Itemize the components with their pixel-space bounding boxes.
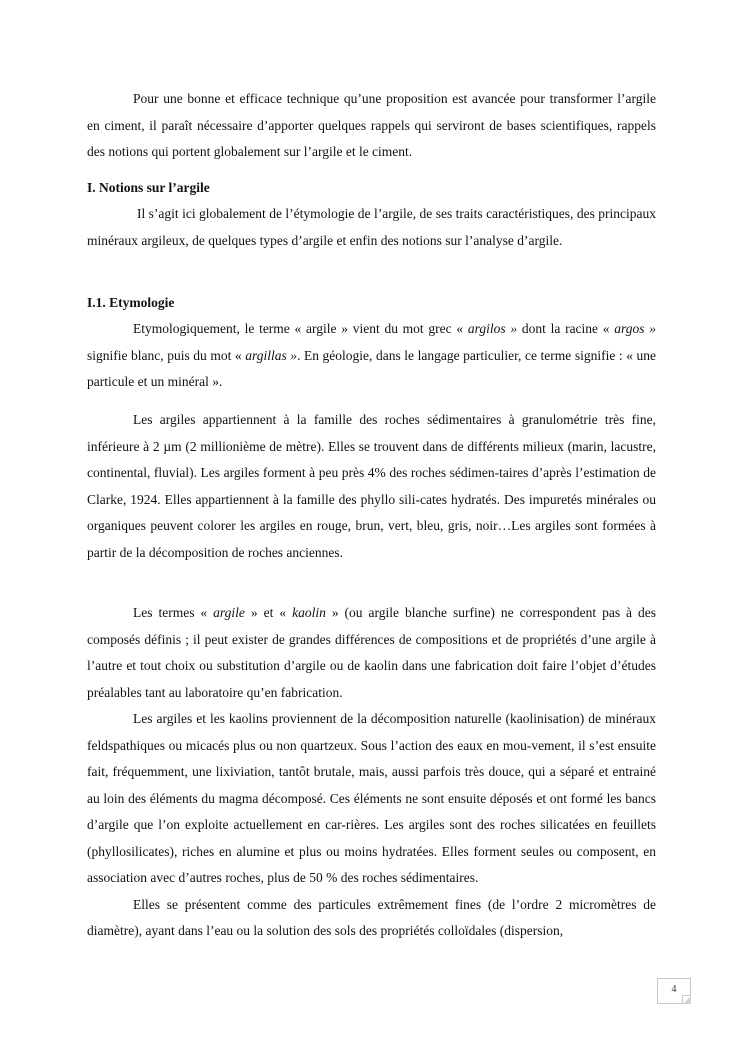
intro-block xyxy=(87,86,656,166)
paragraph-3-block xyxy=(87,600,656,945)
page-fold-icon xyxy=(682,995,691,1004)
origin-paragraph: Les argiles et les kaolins proviennent de la décomposition naturelle (kaolinisation) de minéraux feldspathiques ou micacés plus ou non quartzeux. Sous l’action des eaux en mou-vement, il s’est ensuite fait, fréquemment, une lixiviation, tantôt brutale, mais, aussi parfois très douce, qui a séparé et entrainé au loin des éléments du magma décomposé. Ces éléments ne sont ensuite déposés et ont formé les bancs d’argile que l’on exploite actuellement en car-rières. Les argiles sont des roches silicatées en feuillets (phyllosilicates), riches en alumine et plus ou moins hydratées. Elles forment seules ou composent, en association avec d’autres roches, plus de 50 % des roches sédimentaires. xyxy=(87,711,656,885)
clay-definition-paragraph: Les argiles appartiennent à la famille des roches sédimentaires à granulométrie très fine, inférieure à 2 µm (2 millionième de mètre). Elles se trouvent dans de différents milieux (marin, lacustre, continental, fluvial). Les argiles forment à peu près 4% des roches sédimen-taires d’après l’estimation de Clarke, 1924. Elles appartiennent à la famille des phyllo sili-cates hydratés. Des impuretés minérales ou organiques peuvent colorer les argiles en rouge, brun, vert, bleu, gris, noir…Les argiles sont formées à partir de la décomposition de roches anciennes. xyxy=(87,412,656,560)
section-1-paragraph: Il s’agit ici globalement de l’étymologie de l’argile, de ses traits caractéristiques, des principaux minéraux argileux, de quelques types d’argile et enfin des notions sur l’analyse d’argile. xyxy=(87,206,656,248)
section-1-1-heading: I.1. Etymologie xyxy=(87,295,175,310)
etymology-paragraph: Etymologiquement, le terme « argile » vient du mot grec « argilos » dont la racine « argos » signifie blanc, puis du mot « argillas ». En géologie, dans le langage particulier, ce terme signifie : « une particule et un minéral ». xyxy=(87,321,657,389)
page-number-text: 4 xyxy=(671,984,677,995)
intro-paragraph: Pour une bonne et efficace technique qu’une proposition est avancée pour transformer l’argile en ciment, il paraît nécessaire d’apporter quelques rappels qui serviront de bases scientifiques, rappels des notions qui portent globalement sur l’argile et le ciment. xyxy=(87,91,656,159)
terms-paragraph: Les termes « argile » et « kaolin » (ou argile blanche surfine) ne correspondent pas à des composés définis ; il peut exister de grandes différences de compositions et de propriétés d’une argile à l’autre et tout choix ou substitution d’argile ou de kaolin dans une fabrication doit faire l’objet d’études préalables tant au laboratoire qu’en fabrication. xyxy=(87,605,657,700)
section-1-heading: I. Notions sur l’argile xyxy=(87,180,210,195)
section-1 xyxy=(87,177,656,254)
paragraph-2-block xyxy=(87,407,656,566)
section-1-1 xyxy=(87,292,656,396)
page-number xyxy=(657,978,691,1004)
particles-paragraph: Elles se présentent comme des particules extrêmement fines (de l’ordre 2 micromètres de diamètre), ayant dans l’eau ou la solution des sols des propriétés colloïdales (dispersion, xyxy=(87,896,656,938)
